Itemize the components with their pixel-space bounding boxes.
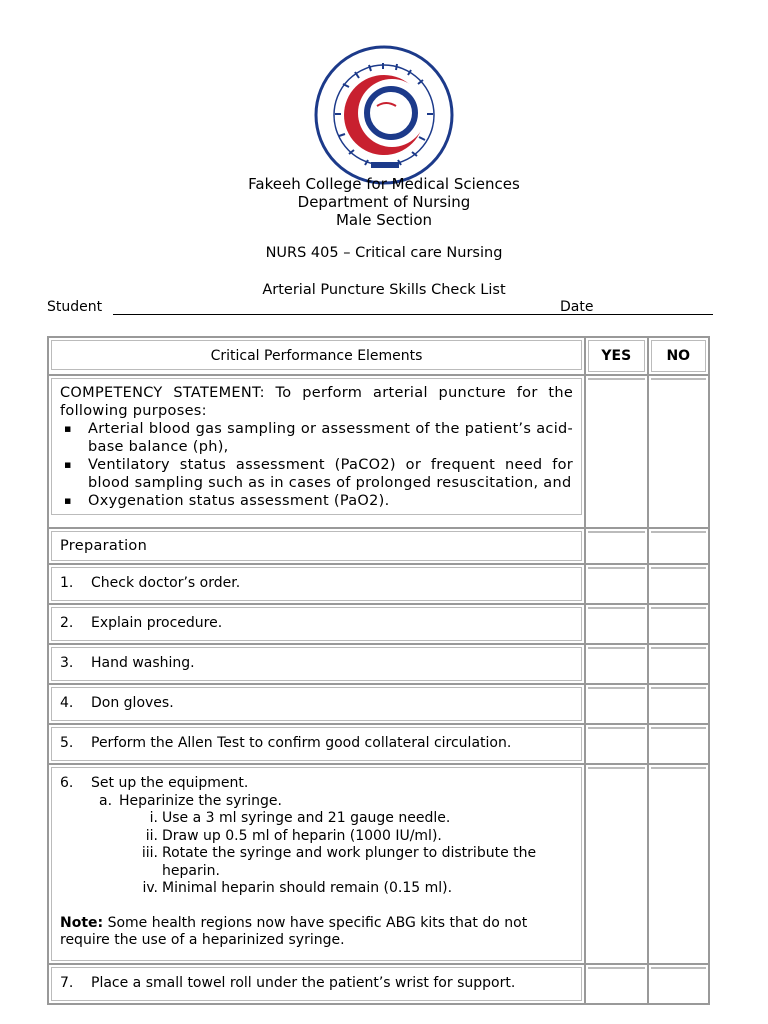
checklist-table [47, 336, 710, 1005]
header-block [0, 175, 768, 229]
step-text: Don gloves. [91, 695, 174, 711]
sub-sub-step [60, 810, 573, 828]
step-4 [51, 687, 582, 721]
no-cell[interactable] [651, 687, 706, 689]
note [60, 915, 573, 950]
no-cell[interactable] [651, 607, 706, 609]
roman-key: i. [149, 810, 158, 826]
yes-cell[interactable] [588, 727, 645, 729]
step-text: Set up the equipment. [91, 775, 249, 791]
course-title: NURS 405 – Critical care Nursing [265, 245, 503, 261]
step-3 [51, 647, 582, 681]
competency-heading: COMPETENCY STATEMENT: [60, 385, 265, 401]
date-label: Date [560, 299, 594, 315]
yes-cell[interactable] [588, 647, 645, 649]
step-number: 7. [60, 974, 74, 991]
competency-text: To perform arterial puncture for the following purposes: [60, 385, 574, 419]
sub-sub-step [60, 880, 573, 898]
date-blank[interactable] [602, 314, 713, 315]
student-blank[interactable] [113, 314, 603, 315]
step-number: 6. [60, 775, 74, 791]
roman-key: iv. [142, 880, 158, 896]
checklist-title: Arterial Puncture Skills Check List [262, 282, 506, 298]
step-1 [51, 567, 582, 601]
competency-statement [51, 378, 582, 515]
no-cell[interactable] [651, 531, 706, 533]
no-cell[interactable] [651, 647, 706, 649]
college-name: Fakeeh College for Medical Sciences [248, 175, 520, 193]
student-date-line [47, 299, 715, 319]
no-cell[interactable] [651, 567, 706, 569]
no-cell[interactable] [651, 378, 706, 380]
yes-cell[interactable] [588, 378, 645, 380]
table-row [48, 564, 709, 604]
step-text: Check doctor’s order. [91, 575, 241, 591]
competency-row [48, 375, 709, 528]
note-text: Some health regions now have specific ABG kits that do not require the use of a heparinized syringe. [60, 914, 528, 948]
step-number: 1. [60, 575, 74, 591]
table-row [48, 684, 709, 724]
sub-step-text: Heparinize the syringe. [119, 792, 282, 809]
step-number: 4. [60, 695, 74, 711]
step-5 [51, 727, 582, 761]
table-row [48, 644, 709, 684]
roman-text: Draw up 0.5 ml of heparin (1000 IU/ml). [162, 827, 442, 844]
student-label: Student [47, 299, 103, 315]
college-logo [313, 44, 455, 186]
table-row [48, 764, 709, 964]
list-item: ▪ Oxygenation status assessment (PaO2). [88, 492, 573, 510]
sub-sub-step [60, 828, 573, 846]
step-number: 5. [60, 735, 74, 751]
table-row [48, 724, 709, 764]
no-cell[interactable] [651, 967, 706, 969]
step-text: Place a small towel roll under the patient’s wrist for support. [91, 974, 516, 991]
sub-step-key: a. [99, 792, 113, 809]
yes-cell[interactable] [588, 607, 645, 609]
list-item: ▪ Arterial blood gas sampling or assessment of the patient’s acid-base balance (ph), [88, 420, 573, 456]
note-label: Note: [60, 914, 104, 931]
yes-cell[interactable] [588, 567, 645, 569]
header-yes: YES [588, 340, 645, 372]
step-text: Perform the Allen Test to confirm good collateral circulation. [91, 735, 512, 751]
header-no: NO [651, 340, 706, 372]
roman-text: Minimal heparin should remain (0.15 ml). [162, 880, 453, 896]
no-cell[interactable] [651, 727, 706, 729]
step-text: Hand washing. [91, 655, 195, 671]
roman-key: ii. [145, 827, 158, 844]
preparation-heading: Preparation [51, 531, 582, 561]
step-text: Explain procedure. [91, 615, 223, 631]
yes-cell[interactable] [588, 531, 645, 533]
table-header-row [48, 337, 709, 375]
table-row [48, 604, 709, 644]
section-name: Male Section [335, 211, 433, 229]
roman-key: iii. [141, 845, 158, 861]
roman-text: Use a 3 ml syringe and 21 gauge needle. [162, 810, 451, 826]
step-2 [51, 607, 582, 641]
table-row [48, 964, 709, 1004]
purpose-list [60, 420, 573, 510]
step-number: 2. [60, 615, 74, 631]
department-name: Department of Nursing [297, 193, 471, 211]
sub-sub-step [60, 845, 573, 880]
yes-cell[interactable] [588, 687, 645, 689]
step-7 [51, 967, 582, 1001]
list-item: ▪ Ventilatory status assessment (PaCO2) or frequent need for blood sampling such as in cases of prolonged resuscitation, and [88, 456, 573, 492]
roman-text: Rotate the syringe and work plunger to distribute the heparin. [162, 845, 537, 879]
yes-cell[interactable] [588, 767, 645, 769]
no-cell[interactable] [651, 767, 706, 769]
step-number: 3. [60, 655, 74, 671]
yes-cell[interactable] [588, 967, 645, 969]
preparation-row [48, 528, 709, 564]
step-6 [51, 767, 582, 961]
header-elements: Critical Performance Elements [51, 340, 582, 370]
